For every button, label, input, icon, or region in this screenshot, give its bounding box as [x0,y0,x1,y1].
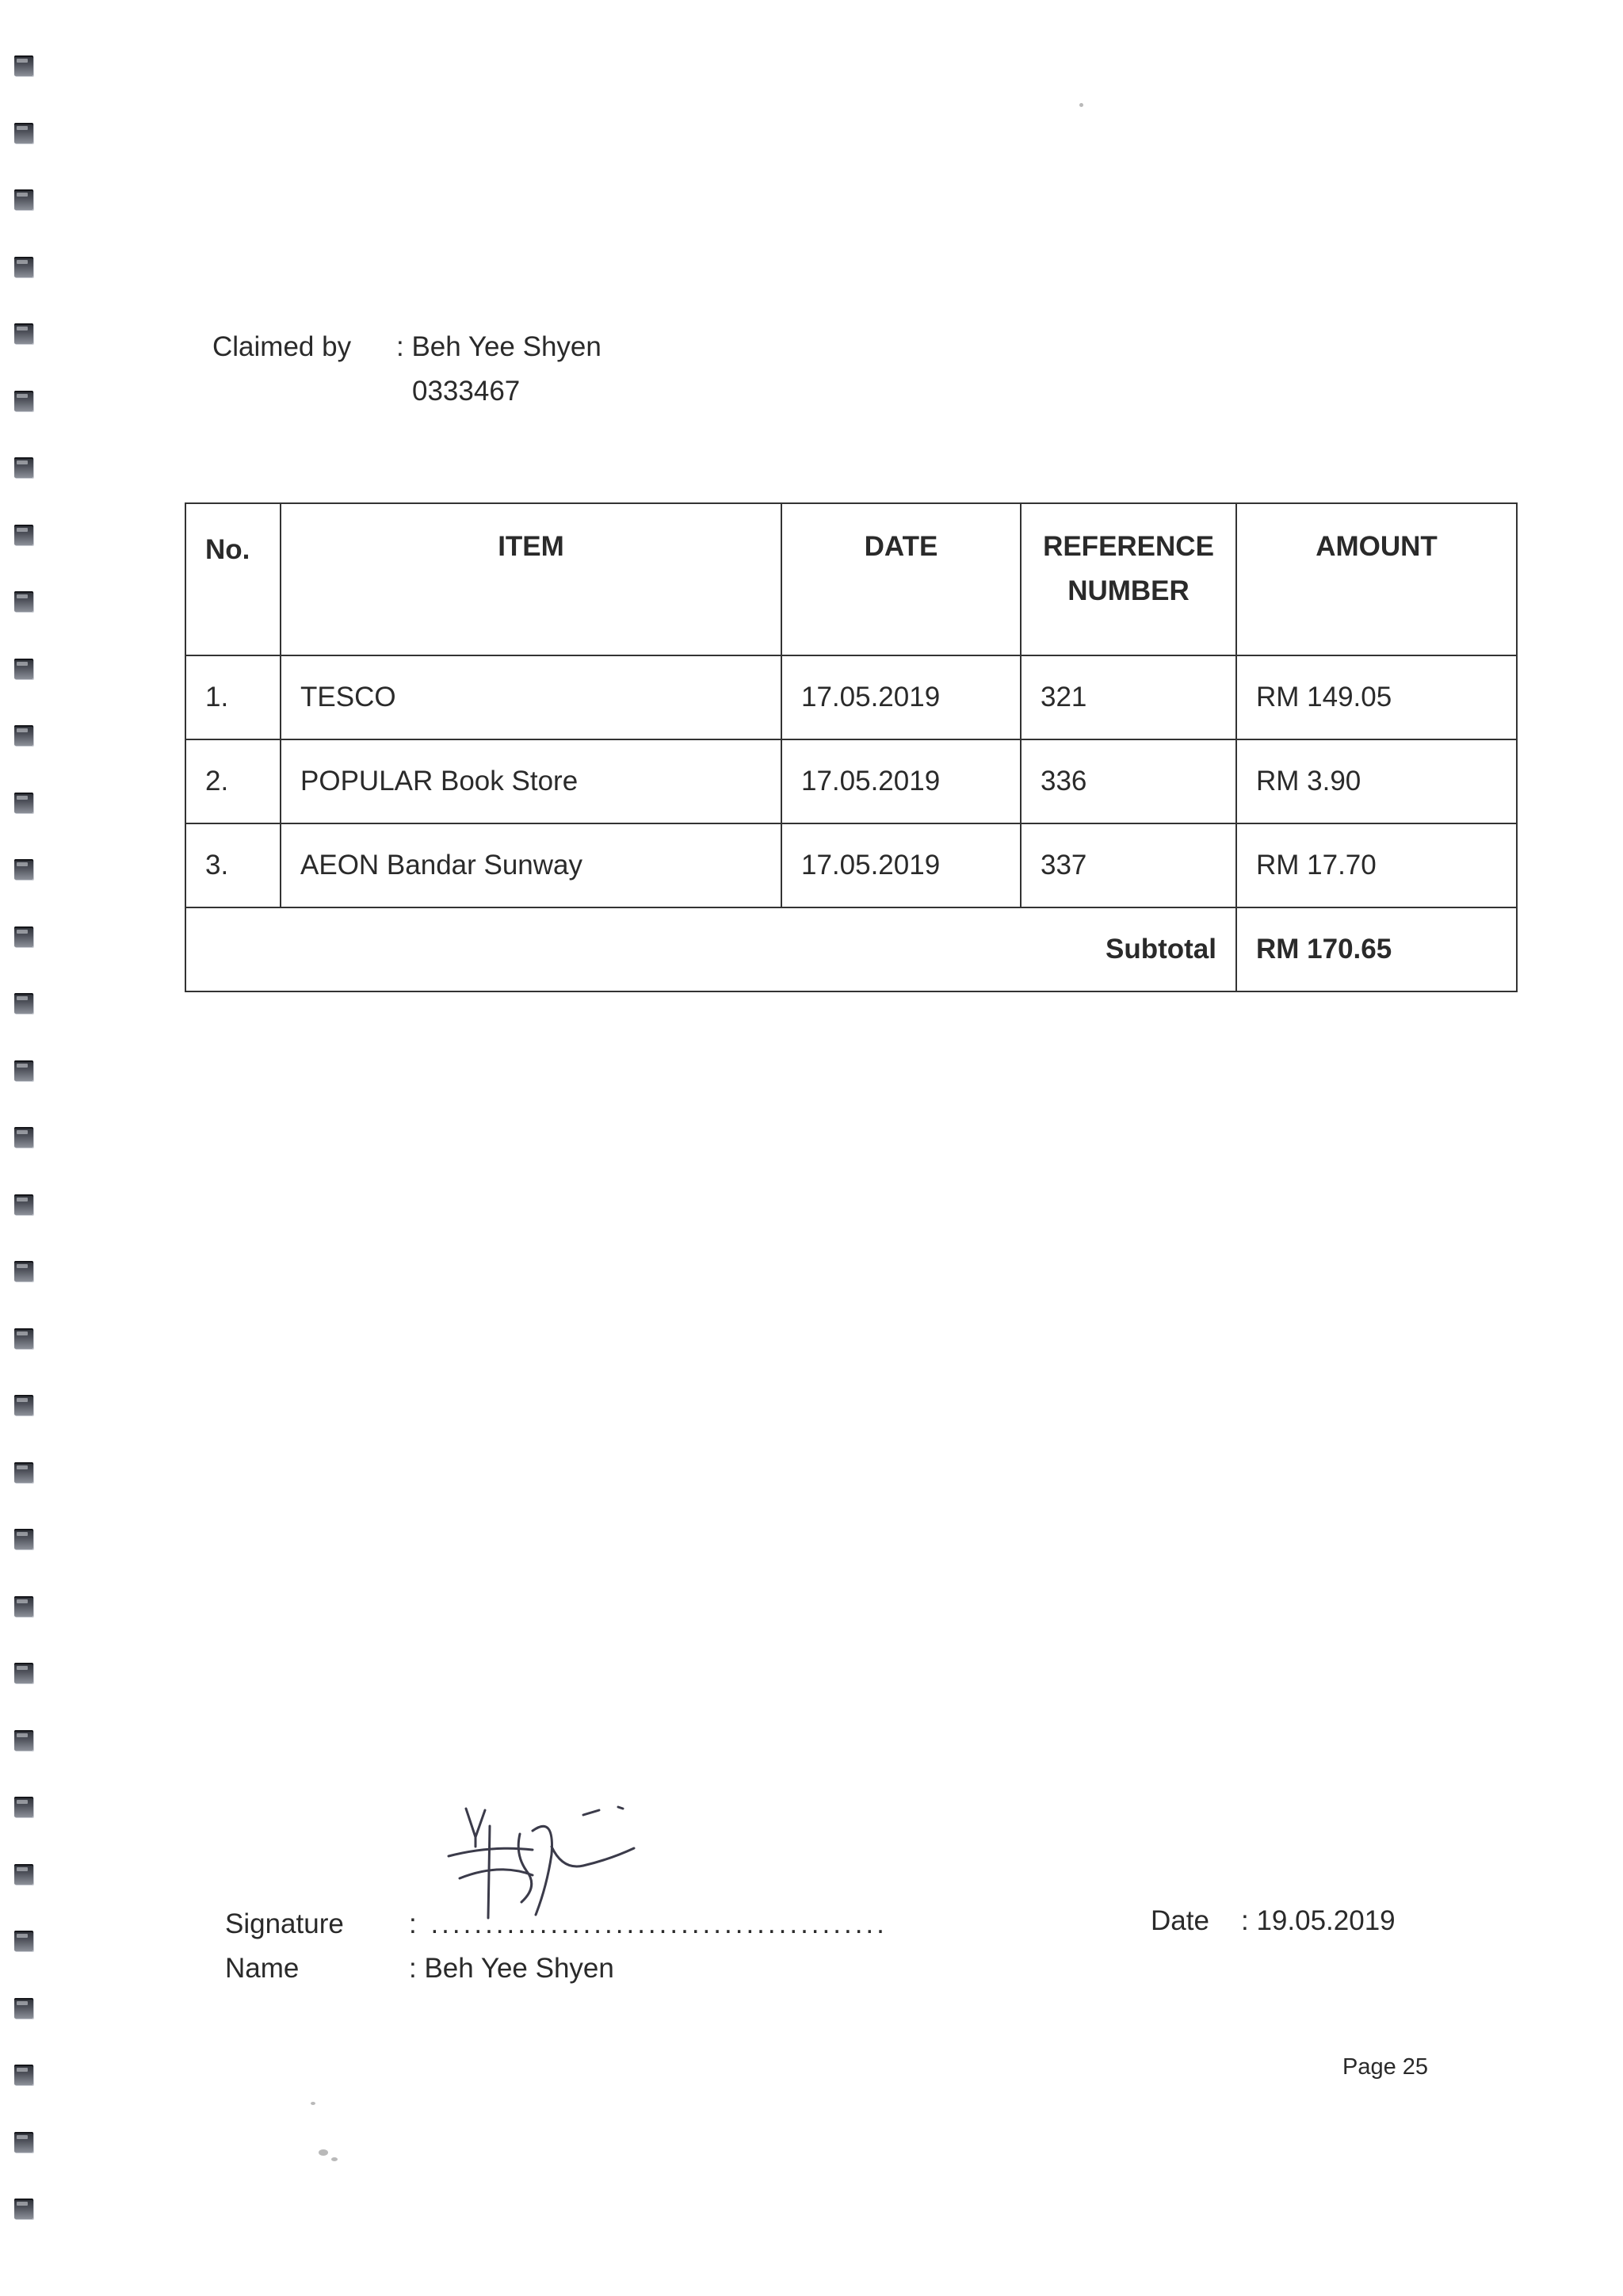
row-reference: 337 [1021,823,1236,907]
claimant-id: 0333467 [412,376,521,407]
binding-hole [14,659,33,679]
header-reference-line1: REFERENCE [1043,531,1214,562]
row-date: 17.05.2019 [781,655,1021,739]
signature-label: Signature [225,1908,344,1939]
row-item: POPULAR Book Store [281,739,781,823]
row-reference: 321 [1021,655,1236,739]
binding-hole [14,1060,33,1081]
row-no: 3. [185,823,281,907]
binding-hole [14,2065,33,2085]
name-label: Name [225,1953,300,1984]
subtotal-value: RM 170.65 [1236,907,1517,991]
signature-line: : .......................................... [409,1908,888,1939]
header-reference-line2: NUMBER [1067,575,1190,606]
header-no: No. [185,503,281,655]
binding-hole [14,1529,33,1549]
subtotal-label: Subtotal [185,907,1236,991]
binding-hole [14,1261,33,1282]
header-reference [1021,503,1236,655]
header-date: DATE [781,503,1021,655]
binding-hole [14,391,33,411]
binding-hole [14,1194,33,1215]
binding-hole [14,1462,33,1483]
claimed-by-label: Claimed by [212,331,352,362]
scan-speck [311,2102,315,2105]
spiral-binding [11,55,43,2259]
date-label: Date [1151,1905,1209,1936]
binding-hole [14,1395,33,1415]
binding-hole [14,189,33,210]
row-no: 1. [185,655,281,739]
name-value: : Beh Yee Shyen [409,1953,614,1984]
binding-hole [14,1797,33,1817]
binding-hole [14,591,33,612]
date-value: : 19.05.2019 [1241,1905,1396,1936]
binding-hole [14,1998,33,2019]
claimant-name: : Beh Yee Shyen [396,331,601,362]
page-number: Page 25 [1342,2054,1429,2080]
row-amount: RM 3.90 [1236,739,1517,823]
binding-hole [14,926,33,947]
header-amount: AMOUNT [1236,503,1517,655]
table-header-row [185,503,1517,655]
binding-hole [14,123,33,143]
row-item: TESCO [281,655,781,739]
row-amount: RM 149.05 [1236,655,1517,739]
table-row [185,739,1517,823]
binding-hole [14,1127,33,1148]
row-no: 2. [185,739,281,823]
row-date: 17.05.2019 [781,823,1021,907]
table-row [185,823,1517,907]
binding-hole [14,793,33,813]
binding-hole [14,1931,33,1951]
row-reference: 336 [1021,739,1236,823]
scan-speck [319,2149,328,2156]
header-item: ITEM [281,503,781,655]
subtotal-row [185,907,1517,991]
binding-hole [14,1663,33,1683]
scan-speck [331,2157,338,2161]
row-date: 17.05.2019 [781,739,1021,823]
claims-table [185,502,1518,992]
binding-hole [14,525,33,545]
binding-hole [14,55,33,76]
binding-hole [14,725,33,746]
binding-hole [14,859,33,880]
binding-hole [14,2132,33,2153]
binding-hole [14,2199,33,2219]
binding-hole [14,257,33,277]
binding-hole [14,323,33,344]
scan-speck [1079,103,1083,107]
row-item: AEON Bandar Sunway [281,823,781,907]
handwritten-signature [444,1799,666,1926]
table-row [185,655,1517,739]
binding-hole [14,1730,33,1751]
binding-hole [14,1328,33,1349]
binding-hole [14,1864,33,1885]
row-amount: RM 17.70 [1236,823,1517,907]
binding-hole [14,1596,33,1617]
binding-hole [14,457,33,478]
binding-hole [14,993,33,1014]
